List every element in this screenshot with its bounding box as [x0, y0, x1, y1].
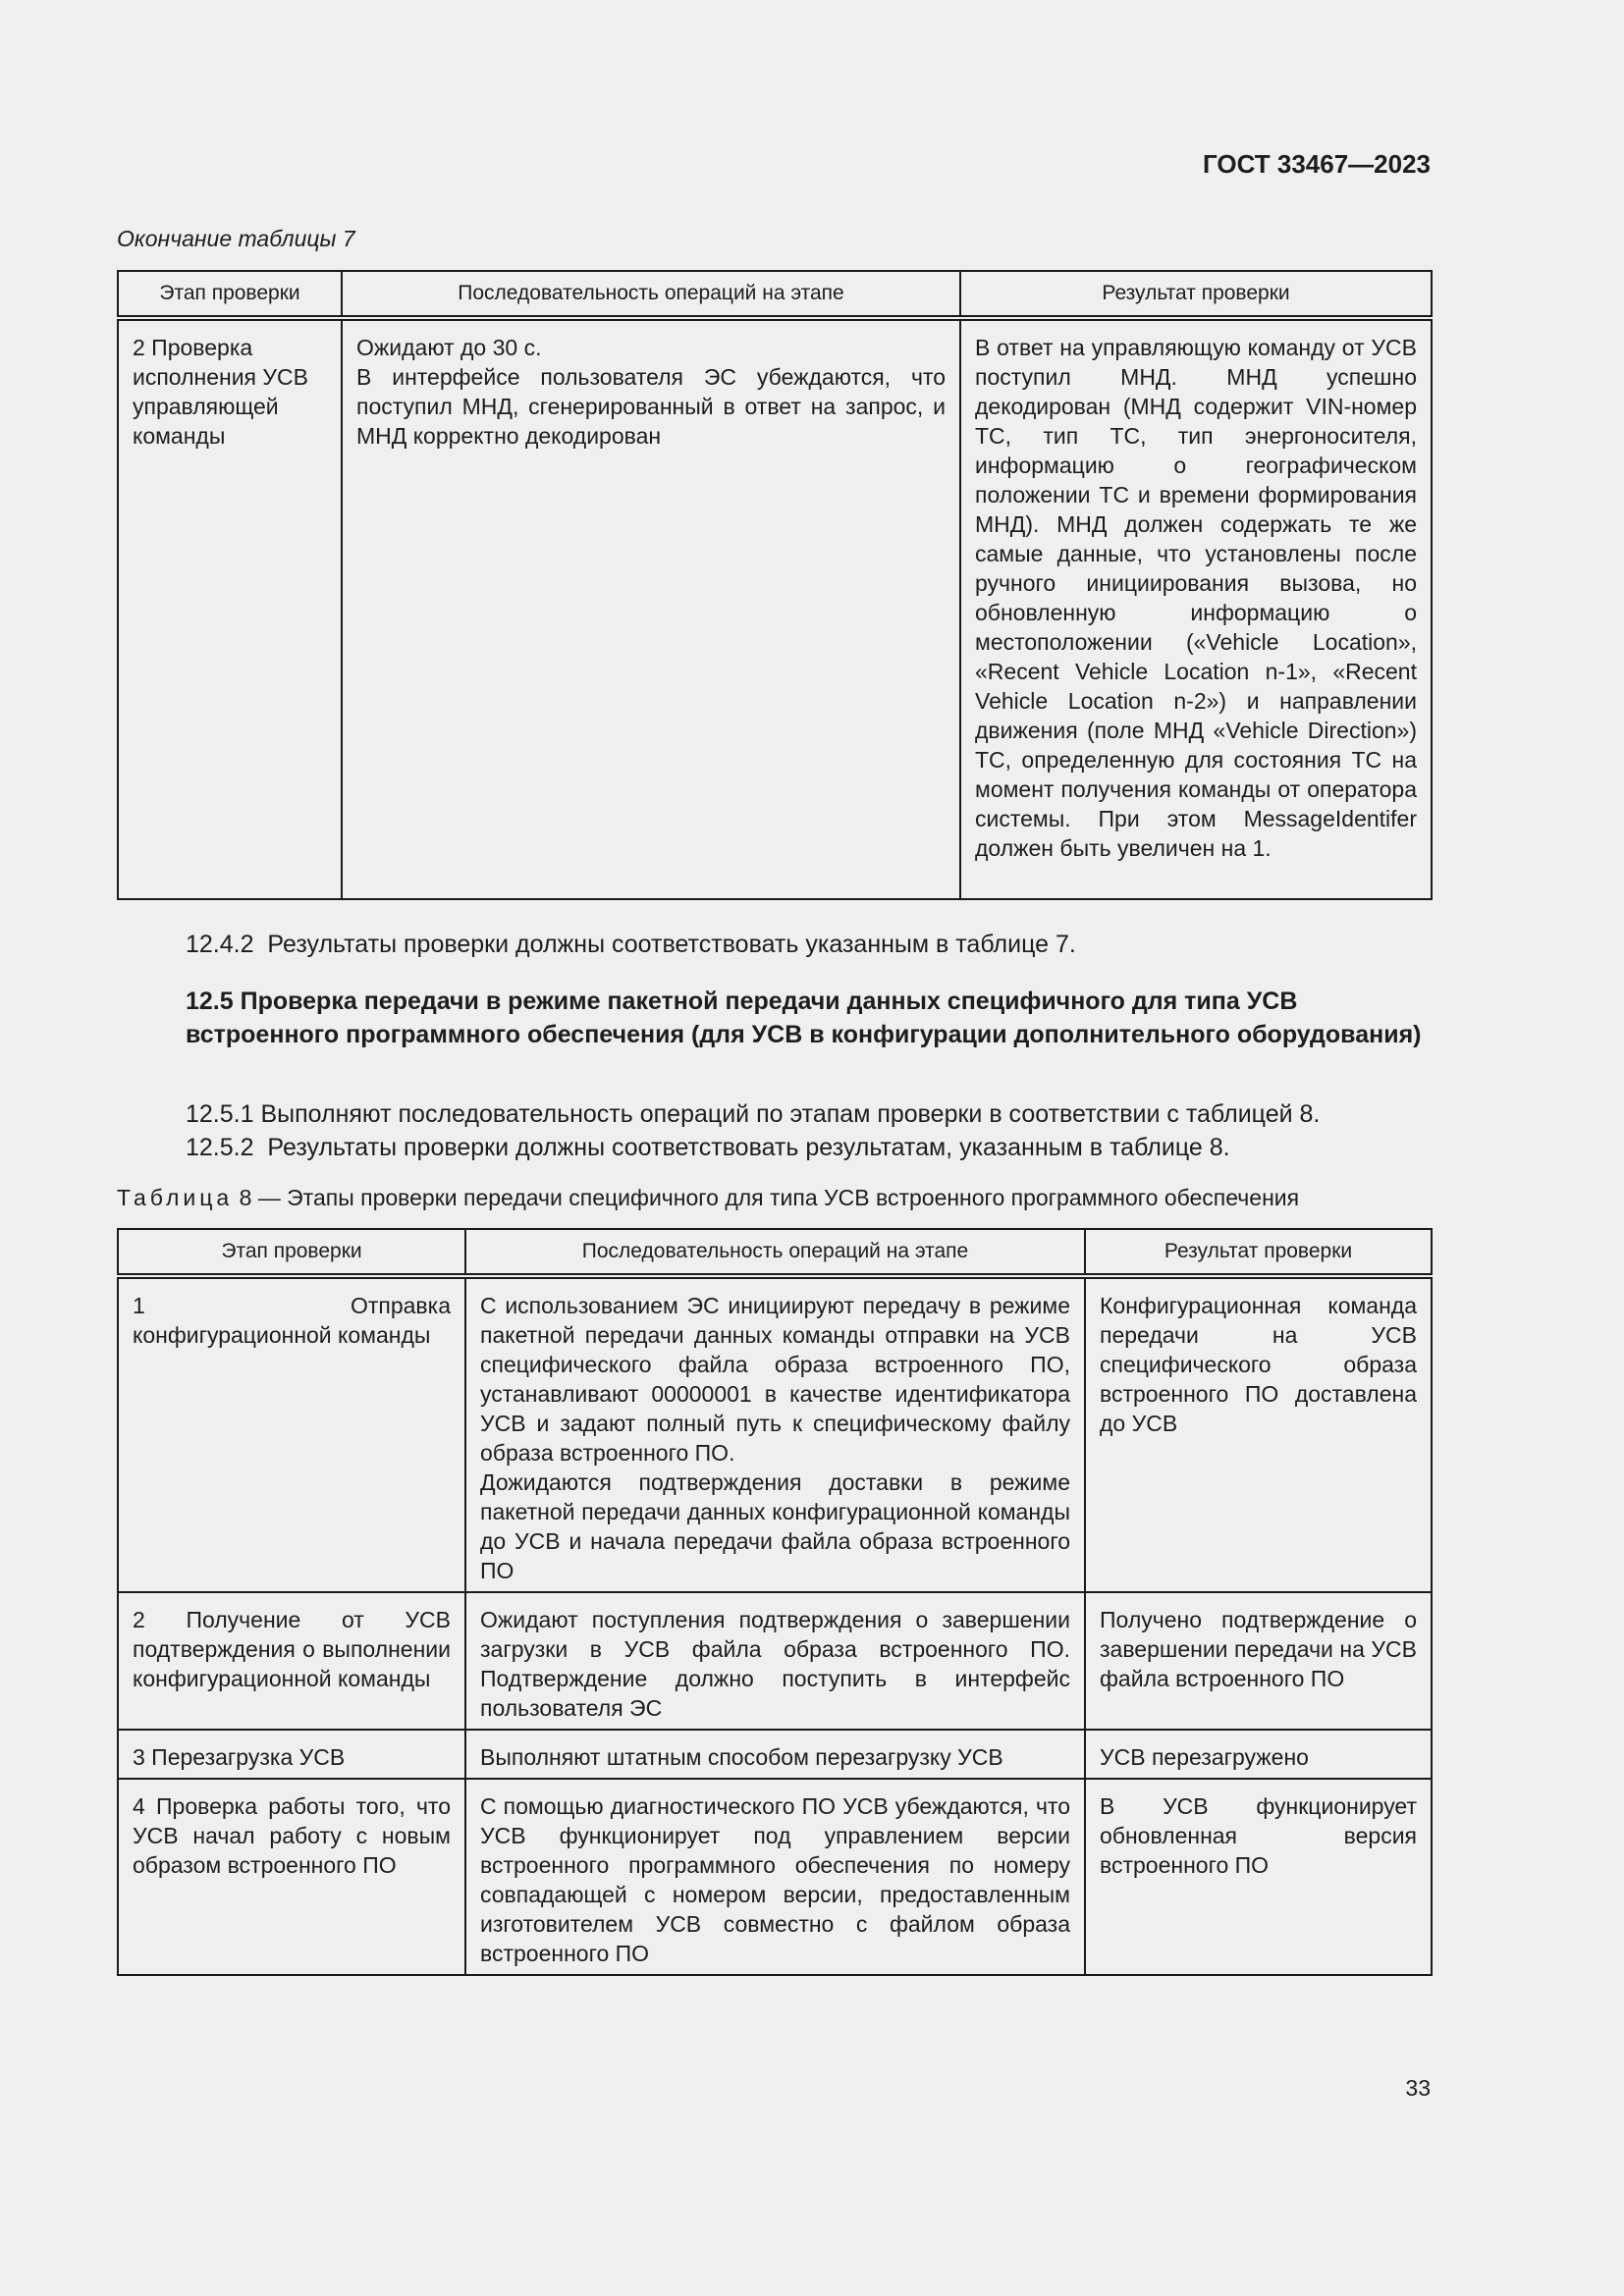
table8-result-cell: Получено подтверждение о завершении передачи на УСВ файла встроенного ПО [1085, 1592, 1432, 1730]
standard-number: ГОСТ 33467—2023 [1203, 149, 1431, 179]
table8-result-cell: В УСВ функционирует обновленная версия встроенного ПО [1085, 1779, 1432, 1975]
table7-continuation-caption: Окончание таблицы 7 [117, 226, 355, 251]
table-row [118, 1730, 1432, 1779]
stage-line: команды [133, 423, 226, 449]
table8-caption [117, 1185, 1299, 1211]
page-number: 33 [1405, 2075, 1431, 2101]
table7-stage-cell [118, 318, 342, 899]
table8-col-stage: Этап проверки [118, 1229, 465, 1276]
table8-operations-cell: С помощью диагностического ПО УСВ убеждаются, что УСВ функционирует под управлением версии встроенного программного обеспечения по номеру совпадающей с номером версии, предоставленным изготовителем УСВ совместно с файлом образа встроенного ПО [465, 1779, 1085, 1975]
table8-caption-label: Таблица [117, 1185, 234, 1210]
table7-col-result: Результат проверки [960, 271, 1432, 318]
stage-line: 2 Проверка [133, 335, 253, 360]
table8-operations-cell: Выполняют штатным способом перезагрузку УСВ [465, 1730, 1085, 1779]
table8-caption-text: 8 — Этапы проверки передачи специфичного для типа УСВ встроенного программного обеспечения [233, 1185, 1300, 1210]
table7-col-stage: Этап проверки [118, 271, 342, 318]
table-row [118, 1779, 1432, 1975]
table-8 [117, 1228, 1433, 1976]
table8-stage-cell: 4 Проверка работы того, что УСВ начал работу с новым образом встроенного ПО [118, 1779, 465, 1975]
table8-operations-cell: С использованием ЭС инициируют передачу в режиме пакетной передачи данных команды отправки на УСВ специфического файла образа встроенного ПО, устанавливают 00000001 в качестве идентификатора УСВ и задают полный путь к специфическому файлу образа встроенного ПО. Дожидаются подтверждения доставки в режиме пакетной передачи данных конфигурационной команды до УСВ и начала передачи файла образа встроенного ПО [465, 1276, 1085, 1592]
table7-result-cell: В ответ на управляющую команду от УСВ поступил МНД. МНД успешно декодирован (МНД содержит VIN-номер ТС, тип ТС, тип энергоносителя, информацию о географическом положении ТС и времени формирования МНД). МНД должен содержать те же самые данные, что установлены после ручного инициирования вызова, но обновленную информацию о местоположении («Vehicle Location», «Recent Vehicle Location n-1», «Recent Vehicle Location n-2») и направлении движения (поле МНД «Vehicle Direction») ТС, определенную для состояния ТС на момент получения команды от оператора системы. При этом MessageIdentifer должен быть увеличен на 1. [960, 318, 1432, 899]
table8-stage-cell: 2 Получение от УСВ подтверждения о выполнении конфигурационной команды [118, 1592, 465, 1730]
stage-line: управляющей [133, 394, 279, 419]
table8-header-row [118, 1229, 1432, 1276]
table7-col-operations: Последовательность операций на этапе [342, 271, 960, 318]
table8-stage-cell: 1 Отправка конфигурационной команды [118, 1276, 465, 1592]
table8-result-cell: УСВ перезагружено [1085, 1730, 1432, 1779]
table-row [118, 318, 1432, 899]
section-heading-12-5: 12.5 Проверка передачи в режиме пакетной передачи данных специфичного для типа УСВ встроенного программного обеспечения (для УСВ в конфигурации дополнительного оборудования) [186, 988, 1422, 1048]
paragraph-12-5-2: 12.5.2 Результаты проверки должны соответствовать результатам, указанным в таблице 8. [186, 1134, 1230, 1161]
table7-operations-cell: Ожидают до 30 с. В интерфейсе пользователя ЭС убеждаются, что поступил МНД, сгенерированный в ответ на запрос, и МНД корректно декодирован [342, 318, 960, 899]
table8-col-result: Результат проверки [1085, 1229, 1432, 1276]
table8-result-cell: Конфигурационная команда передачи на УСВ специфического образа встроенного ПО доставлена до УСВ [1085, 1276, 1432, 1592]
table-7 [117, 270, 1433, 900]
paragraph-12-4-2: 12.4.2 Результаты проверки должны соответствовать указанным в таблице 7. [186, 931, 1076, 958]
table8-stage-cell: 3 Перезагрузка УСВ [118, 1730, 465, 1779]
stage-line: исполнения УСВ [133, 364, 308, 390]
paragraph-12-5-1: 12.5.1 Выполняют последовательность операций по этапам проверки в соответствии с таблицей 8. [186, 1100, 1321, 1128]
table-row [118, 1592, 1432, 1730]
table8-operations-cell: Ожидают поступления подтверждения о завершении загрузки в УСВ файла образа встроенного ПО. Подтверждение должно поступить в интерфейс пользователя ЭС [465, 1592, 1085, 1730]
table8-col-operations: Последовательность операций на этапе [465, 1229, 1085, 1276]
table-row [118, 1276, 1432, 1592]
table7-header-row [118, 271, 1432, 318]
